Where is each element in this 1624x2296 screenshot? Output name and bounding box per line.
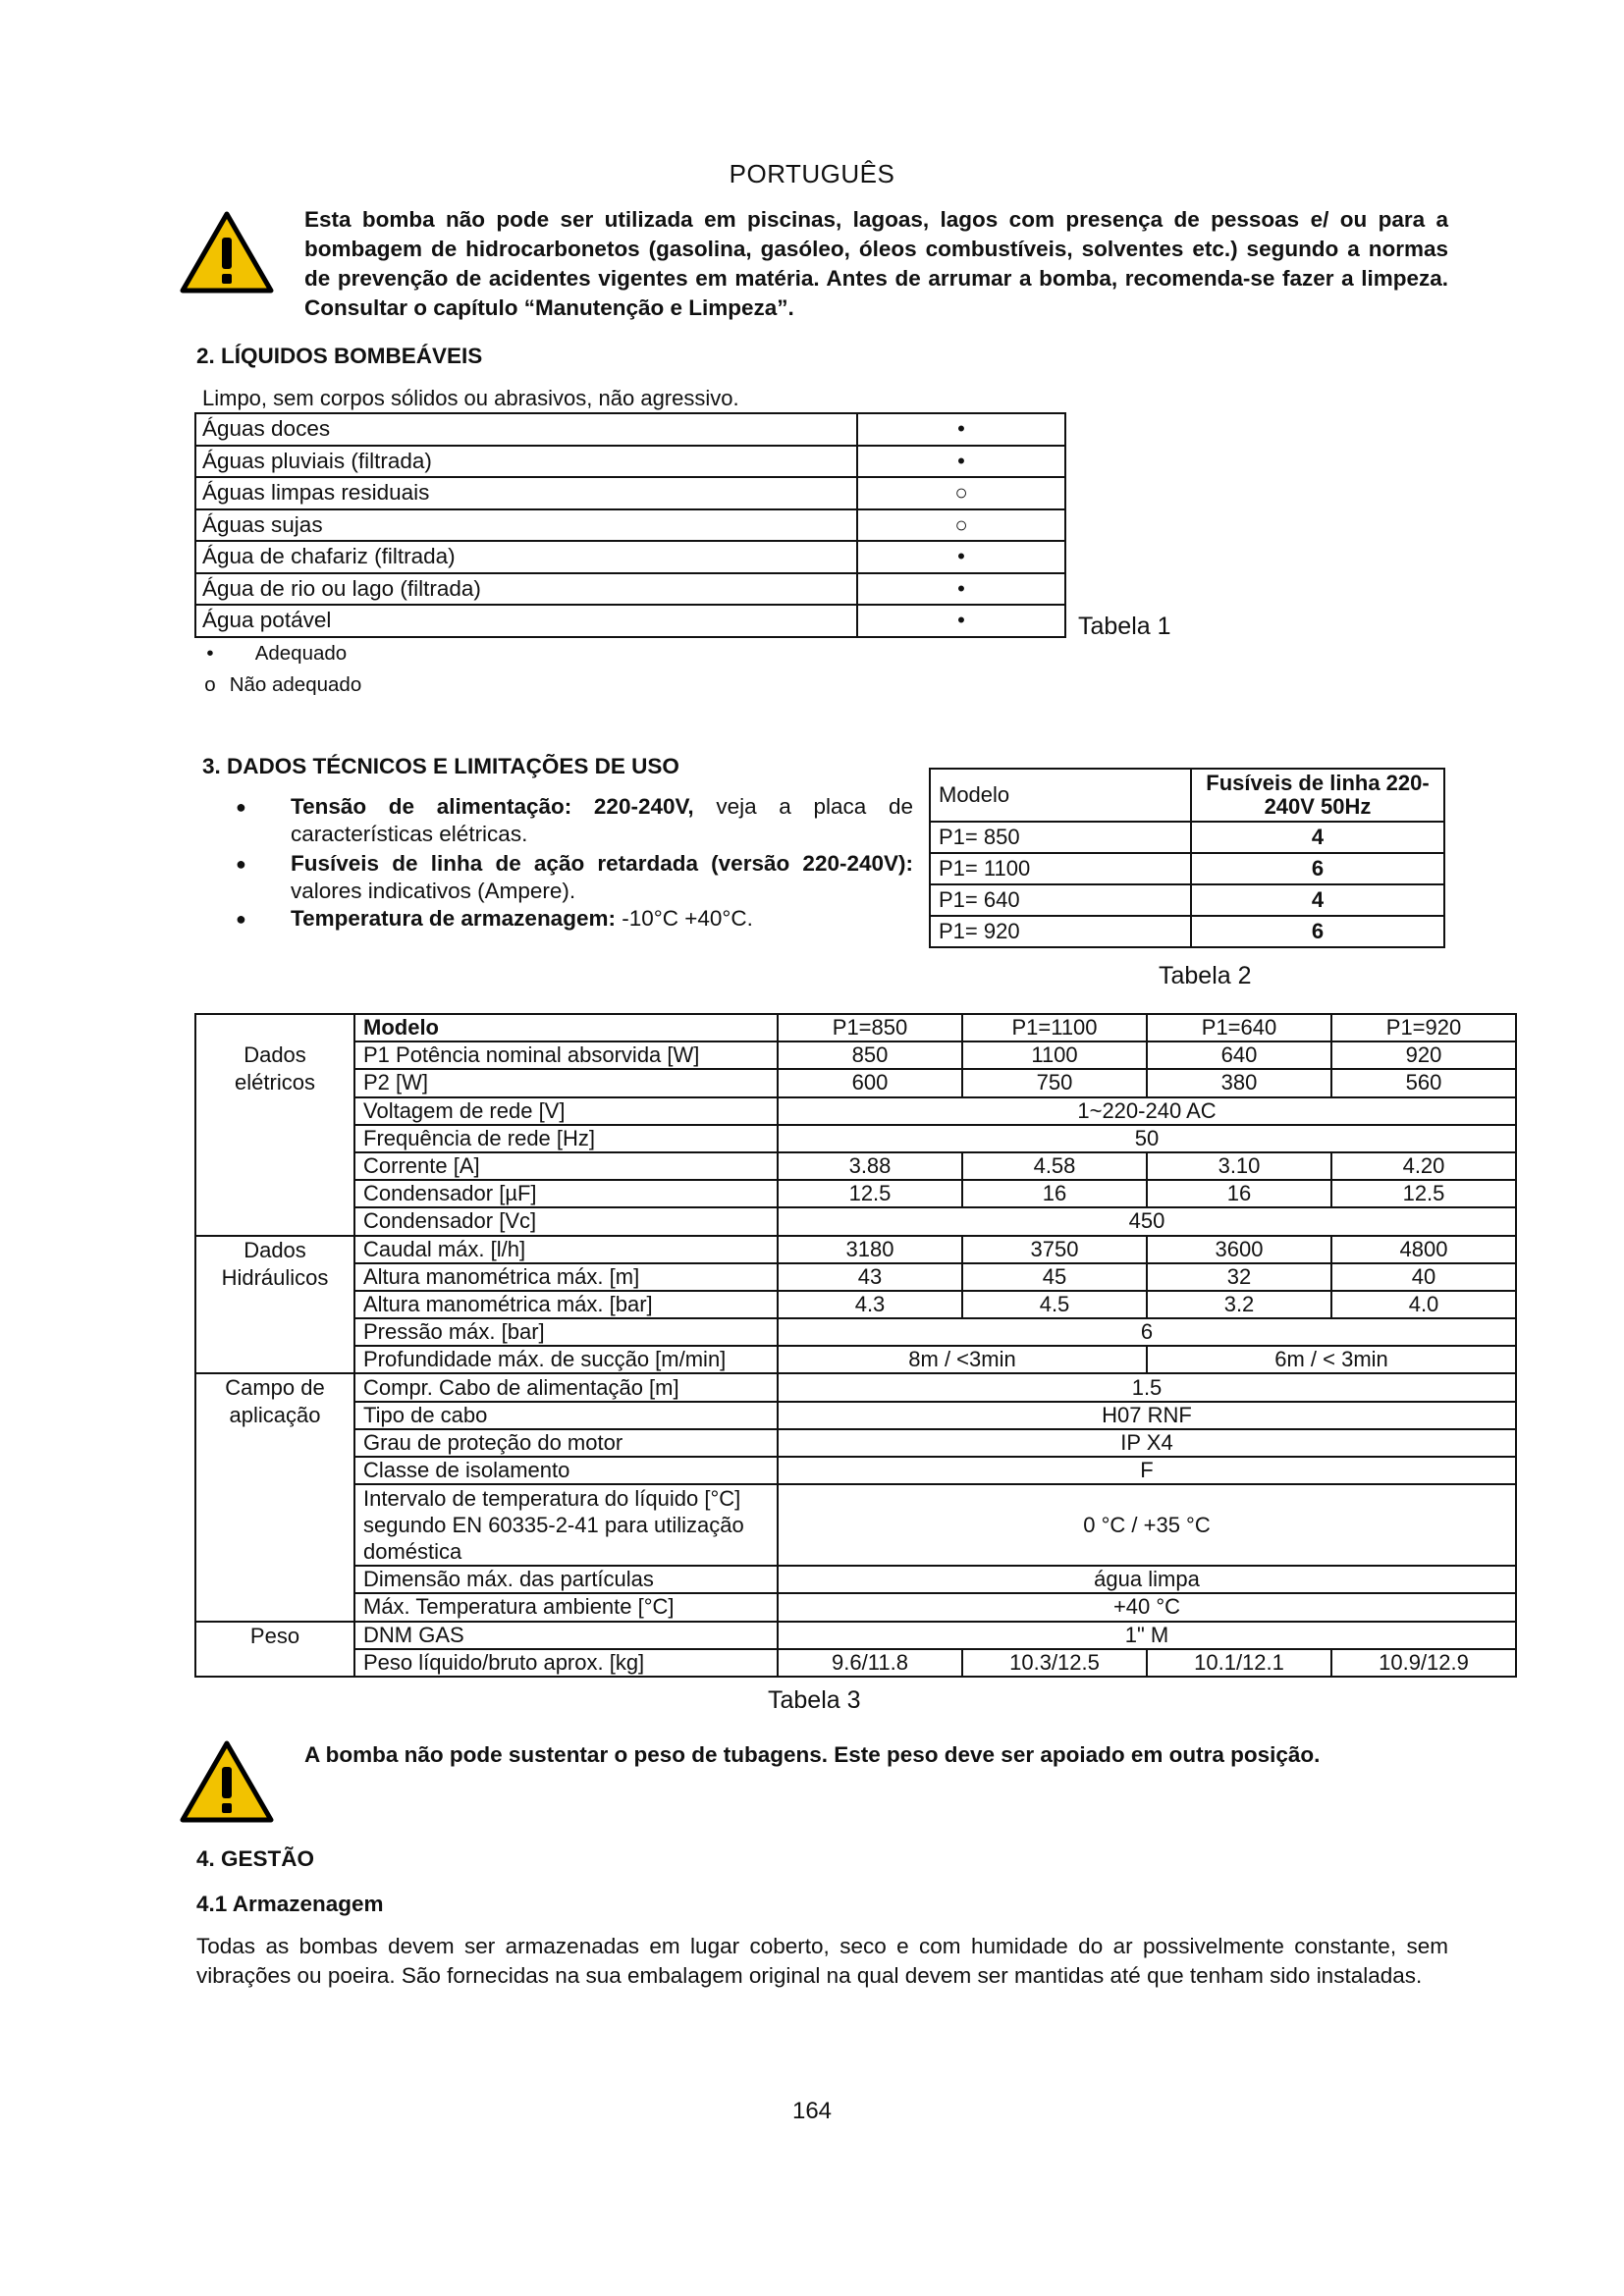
- cell-value: 10.3/12.5: [962, 1649, 1147, 1677]
- suitability-symbol: •: [857, 413, 1065, 446]
- bullet-bold: Tensão de alimentação: 220-240V,: [291, 794, 694, 819]
- row-label: Intervalo de temperatura do líquido [°C] segundo EN 60335-2-41 para utilização doméstica: [354, 1484, 778, 1566]
- fuse-value: 4: [1191, 822, 1444, 853]
- technical-data-table: [194, 1013, 1517, 1678]
- header-model: P1=640: [1147, 1014, 1331, 1041]
- table-row: [930, 884, 1444, 916]
- cell-value: +40 °C: [778, 1593, 1516, 1621]
- cell-value: 6m / < 3min: [1147, 1346, 1516, 1373]
- bullet-item: ● Tensão de alimentação: 220-240V, veja a placa de características elétricas.: [236, 794, 913, 846]
- row-label: Compr. Cabo de alimentação [m]: [354, 1373, 778, 1401]
- table-row: [195, 477, 1065, 509]
- legend-symbol: o: [204, 673, 216, 696]
- section-3-title: 3. DADOS TÉCNICOS E LIMITAÇÕES DE USO: [202, 754, 679, 778]
- cell-value: 920: [1331, 1041, 1516, 1069]
- row-label: Caudal máx. [l/h]: [354, 1236, 778, 1263]
- row-label: Altura manométrica máx. [m]: [354, 1263, 778, 1291]
- model-name: P1= 920: [930, 916, 1191, 947]
- cell-value: 45: [962, 1263, 1147, 1291]
- section-2-intro: Limpo, sem corpos sólidos ou abrasivos, não agressivo.: [202, 386, 739, 410]
- bullet-text: -10°C +40°C.: [615, 906, 753, 931]
- cell-value: 3.2: [1147, 1291, 1331, 1318]
- header-fuse: Fusíveis de linha 220-240V 50Hz: [1191, 769, 1444, 822]
- cell-value: 1.5: [778, 1373, 1516, 1401]
- row-label: Grau de proteção do motor: [354, 1429, 778, 1457]
- fuse-value: 6: [1191, 916, 1444, 947]
- row-label: Pressão máx. [bar]: [354, 1318, 778, 1346]
- cell-value: 10.9/12.9: [1331, 1649, 1516, 1677]
- cell-value: 1" M: [778, 1622, 1516, 1649]
- header-label: Modelo: [354, 1014, 778, 1041]
- cell-value: 43: [778, 1263, 962, 1291]
- row-label: Profundidade máx. de sucção [m/min]: [354, 1346, 778, 1373]
- legend-item: [196, 642, 347, 666]
- group-label: Dados elétricos: [195, 1041, 354, 1235]
- cell-value: 50: [778, 1125, 1516, 1152]
- storage-paragraph: Todas as bombas devem ser armazenadas em lugar coberto, seco e com humidade do ar possivelmente constante, sem vibrações ou poeira. São fornecidas na sua embalagem original na qual devem ser mantidas até que tenham sido instaladas.: [196, 1934, 1448, 1988]
- table-row: [195, 446, 1065, 478]
- liquid-name: Águas limpas residuais: [195, 477, 857, 509]
- cell-value: IP X4: [778, 1429, 1516, 1457]
- cell-value: 12.5: [778, 1180, 962, 1207]
- row-label: Altura manométrica máx. [bar]: [354, 1291, 778, 1318]
- cell-value: 16: [1147, 1180, 1331, 1207]
- language-heading: PORTUGUÊS: [729, 159, 895, 188]
- cell-value: 3600: [1147, 1236, 1331, 1263]
- row-label: P2 [W]: [354, 1069, 778, 1096]
- suitability-symbol: •: [857, 605, 1065, 637]
- pipe-weight-warning: A bomba não pode sustentar o peso de tubagens. Este peso deve ser apoiado em outra posição.: [304, 1742, 1321, 1767]
- cell-value: 1~220-240 AC: [778, 1097, 1516, 1125]
- row-label: Voltagem de rede [V]: [354, 1097, 778, 1125]
- warning-icon: [179, 210, 275, 294]
- header-model: Modelo: [930, 769, 1191, 822]
- cell-value: 4.5: [962, 1291, 1147, 1318]
- header-model: P1=850: [778, 1014, 962, 1041]
- table-1-caption: Tabela 1: [1078, 613, 1171, 640]
- group-label: Campo de aplicação: [195, 1373, 354, 1621]
- cell-value: água limpa: [778, 1566, 1516, 1593]
- suitability-symbol: •: [857, 573, 1065, 606]
- cell-value: 4.20: [1331, 1152, 1516, 1180]
- table-row: [195, 573, 1065, 606]
- cell-value: 4.0: [1331, 1291, 1516, 1318]
- legend-label: Não adequado: [229, 673, 362, 696]
- table-2-caption: Tabela 2: [1159, 962, 1252, 989]
- cell-value: 3.10: [1147, 1152, 1331, 1180]
- liquids-table: [194, 412, 1066, 638]
- suitability-symbol: ○: [857, 477, 1065, 509]
- table-row: [195, 509, 1065, 542]
- row-label: DNM GAS: [354, 1622, 778, 1649]
- cell-value: 850: [778, 1041, 962, 1069]
- table-row: [195, 413, 1065, 446]
- cell-value: 3.88: [778, 1152, 962, 1180]
- liquid-name: Água potável: [195, 605, 857, 637]
- bullet-item: ● Temperatura de armazenagem: -10°C +40°C.: [236, 906, 753, 931]
- row-label: Frequência de rede [Hz]: [354, 1125, 778, 1152]
- row-label: Peso líquido/bruto aprox. [kg]: [354, 1649, 778, 1677]
- cell-value: 750: [962, 1069, 1147, 1096]
- cell-value: 4800: [1331, 1236, 1516, 1263]
- cell-value: F: [778, 1457, 1516, 1484]
- bullet-item: ● Fusíveis de linha de ação retardada (versão 220-240V): valores indicativos (Ampere).: [236, 851, 913, 903]
- liquid-name: Água de rio ou lago (filtrada): [195, 573, 857, 606]
- table-row: [930, 853, 1444, 884]
- safety-warning: Esta bomba não pode ser utilizada em piscinas, lagoas, lagos com presença de pessoas e/ ou para a bombagem de hidrocarbonetos (gasolina, gasóleo, óleos combustíveis, solventes etc.) segundo a normas de prevenção de acidentes vigentes em matéria. Antes de arrumar a bomba, recomenda-se fazer a limpeza. Consultar o capítulo “Manutenção e Limpeza”.: [304, 207, 1448, 320]
- cell-value: H07 RNF: [778, 1402, 1516, 1429]
- table-row: [195, 605, 1065, 637]
- cell-value: 16: [962, 1180, 1147, 1207]
- model-name: P1= 1100: [930, 853, 1191, 884]
- legend-symbol: •: [206, 642, 214, 665]
- fuse-value: 6: [1191, 853, 1444, 884]
- row-label: Dimensão máx. das partículas: [354, 1566, 778, 1593]
- model-name: P1= 850: [930, 822, 1191, 853]
- warning-icon: [179, 1739, 275, 1824]
- fuse-value: 4: [1191, 884, 1444, 916]
- cell-value: 600: [778, 1069, 962, 1096]
- row-label: Máx. Temperatura ambiente [°C]: [354, 1593, 778, 1621]
- cell-value: 1100: [962, 1041, 1147, 1069]
- legend-label: Adequado: [254, 642, 348, 665]
- cell-value: 12.5: [1331, 1180, 1516, 1207]
- row-label: Condensador [Vc]: [354, 1207, 778, 1235]
- cell-value: 560: [1331, 1069, 1516, 1096]
- row-label: Condensador [µF]: [354, 1180, 778, 1207]
- cell-value: 3750: [962, 1236, 1147, 1263]
- cell-value: 3180: [778, 1236, 962, 1263]
- row-label: Corrente [A]: [354, 1152, 778, 1180]
- cell-value: 4.58: [962, 1152, 1147, 1180]
- page-number: 164: [791, 2098, 833, 2124]
- cell-value: 8m / <3min: [778, 1346, 1147, 1373]
- model-name: P1= 640: [930, 884, 1191, 916]
- cell-value: 9.6/11.8: [778, 1649, 962, 1677]
- bullet-bold: Temperatura de armazenagem:: [291, 906, 616, 931]
- cell-value: 10.1/12.1: [1147, 1649, 1331, 1677]
- group-label: Peso: [195, 1622, 354, 1677]
- liquid-name: Água de chafariz (filtrada): [195, 541, 857, 573]
- row-label: Classe de isolamento: [354, 1457, 778, 1484]
- legend-item: [196, 673, 361, 697]
- bullet-text: veja a placa de características elétricas.: [291, 794, 913, 846]
- liquid-name: Águas doces: [195, 413, 857, 446]
- table-3-caption: Tabela 3: [768, 1686, 861, 1714]
- cell-value: 4.3: [778, 1291, 962, 1318]
- cell-value: 6: [778, 1318, 1516, 1346]
- section-4-1-title: 4.1 Armazenagem: [196, 1892, 384, 1916]
- cell-value: 450: [778, 1207, 1516, 1235]
- suitability-symbol: ○: [857, 509, 1065, 542]
- cell-value: 32: [1147, 1263, 1331, 1291]
- table-row: [930, 916, 1444, 947]
- group-label: Dados Hidráulicos: [195, 1236, 354, 1374]
- suitability-symbol: •: [857, 446, 1065, 478]
- header-model: P1=920: [1331, 1014, 1516, 1041]
- fuses-table: [929, 768, 1445, 948]
- suitability-symbol: •: [857, 541, 1065, 573]
- cell-value: 380: [1147, 1069, 1331, 1096]
- section-4-title: 4. GESTÃO: [196, 1846, 315, 1871]
- row-label: Tipo de cabo: [354, 1402, 778, 1429]
- bullet-bold: Fusíveis de linha de ação retardada (versão 220-240V):: [291, 851, 913, 876]
- cell-value: 640: [1147, 1041, 1331, 1069]
- group-label: [195, 1014, 354, 1041]
- row-label: P1 Potência nominal absorvida [W]: [354, 1041, 778, 1069]
- table-row: [195, 541, 1065, 573]
- bullet-text: valores indicativos (Ampere).: [291, 879, 576, 903]
- table-row: [930, 822, 1444, 853]
- header-model: P1=1100: [962, 1014, 1147, 1041]
- section-2-title: 2. LÍQUIDOS BOMBEÁVEIS: [196, 344, 483, 368]
- liquid-name: Águas pluviais (filtrada): [195, 446, 857, 478]
- cell-value: 0 °C / +35 °C: [778, 1484, 1516, 1566]
- cell-value: 40: [1331, 1263, 1516, 1291]
- liquid-name: Águas sujas: [195, 509, 857, 542]
